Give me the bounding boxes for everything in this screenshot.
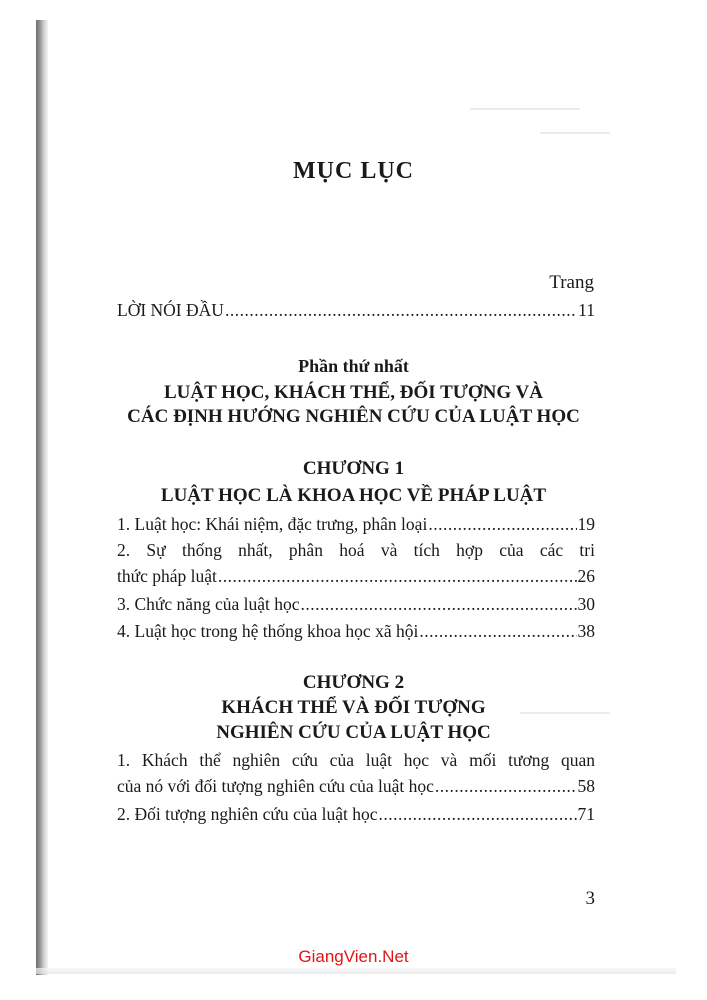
page-column-label: Trang [549, 272, 594, 293]
toc-entry-text: LỜI NÓI ĐẦU [117, 300, 224, 320]
toc-entry[interactable] [117, 776, 595, 797]
page-title: MỤC LỤC [293, 158, 414, 184]
toc-entry[interactable] [117, 804, 595, 825]
toc-leader-dots [428, 514, 576, 535]
toc-entry-text-line1[interactable]: 2. Sự thống nhất, phân hoá và tích hợp của các tri [117, 540, 595, 560]
toc-entry[interactable] [117, 594, 595, 615]
toc-entry-text: 4. Luật học trong hệ thống khoa học xã hội [117, 621, 419, 641]
toc-entry-page: 30 [577, 594, 595, 614]
toc-entry-text: thức pháp luật [117, 566, 217, 586]
scan-bottom-edge [36, 968, 676, 974]
bleed-through-mark [470, 108, 580, 110]
toc-leader-dots [225, 300, 577, 321]
toc-entry-page: 26 [577, 566, 595, 586]
bleed-through-mark [540, 132, 610, 134]
page-number: 3 [585, 888, 595, 909]
toc-entry-text: 2. Đối tượng nghiên cứu của luật học [117, 804, 378, 824]
toc-leader-dots [435, 776, 577, 797]
part-number: Phần thứ nhất [298, 356, 409, 376]
toc-entry-page: 19 [577, 514, 595, 534]
toc-entry-foreword[interactable] [117, 300, 595, 321]
toc-entry[interactable] [117, 621, 595, 642]
chapter2-heading: CHƯƠNG 2 [302, 672, 405, 693]
toc-leader-dots [301, 594, 577, 615]
toc-entry[interactable] [117, 566, 595, 587]
chapter1-title: LUẬT HỌC LÀ KHOA HỌC VỀ PHÁP LUẬT [160, 485, 547, 506]
toc-entry-page: 38 [577, 621, 595, 641]
part-title-line2: CÁC ĐỊNH HƯỚNG NGHIÊN CỨU CỦA LUẬT HỌC [127, 406, 580, 427]
chapter2-title-line1: KHÁCH THỂ VÀ ĐỐI TƯỢNG [221, 697, 486, 718]
toc-entry-text-line1[interactable]: 1. Khách thể nghiên cứu của luật học và mối tương quan [117, 750, 595, 770]
toc-entry-page: 58 [577, 776, 595, 796]
chapter1-heading: CHƯƠNG 1 [302, 458, 405, 479]
toc-leader-dots [379, 804, 577, 825]
toc-entry-text: 3. Chức năng của luật học [117, 594, 300, 614]
toc-leader-dots [218, 566, 577, 587]
chapter2-title-line2: NGHIÊN CỨU CỦA LUẬT HỌC [216, 722, 491, 743]
watermark-text: GiangVien.Net [298, 947, 409, 966]
toc-entry-page: 11 [578, 300, 595, 320]
part-title-line1: LUẬT HỌC, KHÁCH THỂ, ĐỐI TƯỢNG VÀ [163, 382, 543, 403]
toc-entry-page: 71 [577, 804, 595, 824]
toc-entry-text: của nó với đối tượng nghiên cứu của luật học [117, 776, 434, 796]
toc-leader-dots [419, 621, 576, 642]
toc-entry-text: 1. Luật học: Khái niệm, đặc trưng, phân loại [117, 514, 428, 534]
toc-entry[interactable] [117, 514, 595, 535]
